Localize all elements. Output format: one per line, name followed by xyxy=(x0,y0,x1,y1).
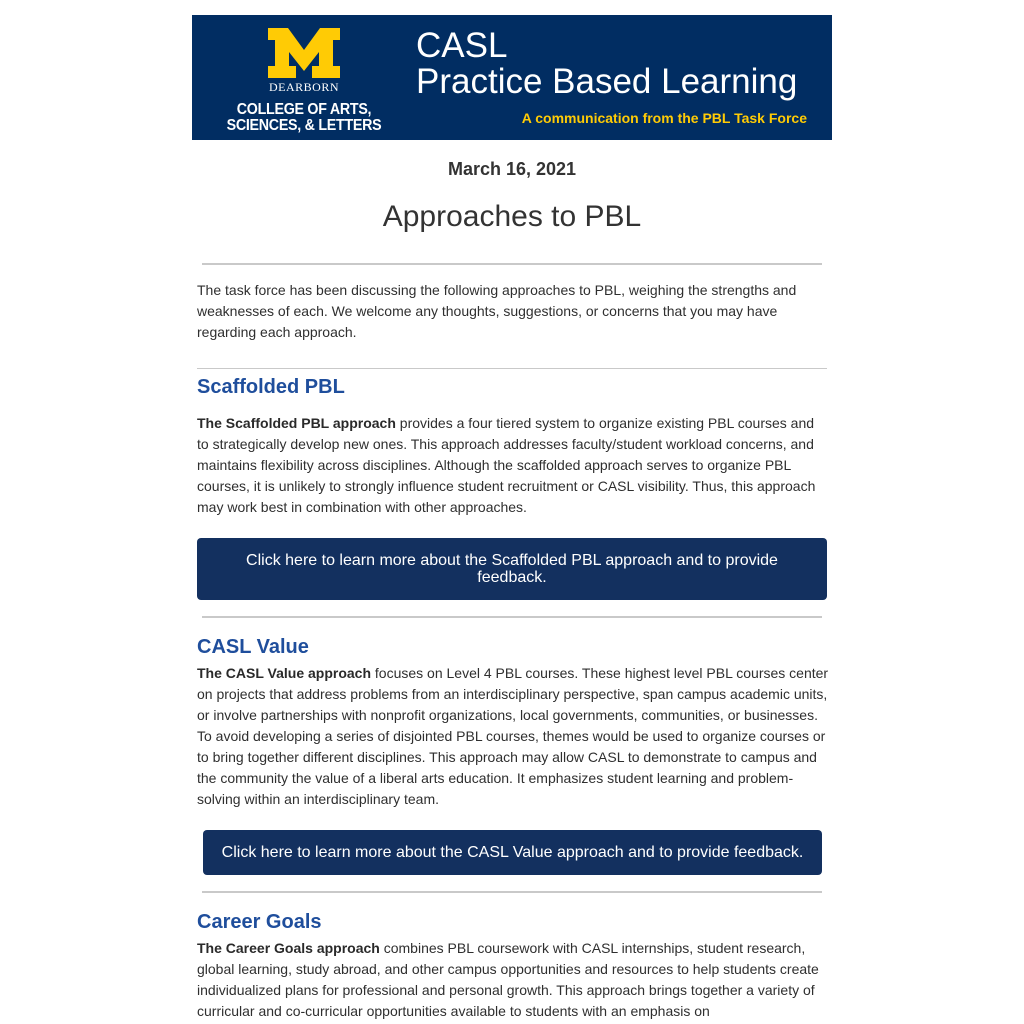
section-body-casl-value: focuses on Level 4 PBL courses. These highest level PBL courses center on projects that address problems from an interdisciplinary perspective, span campus academic units, or involve partnerships with nonprofit organizations, local governments, communities, or businesses. To avoid developing a series of disjointed PBL courses, themes would be used to organize courses or to bring together different disciplines. This approach may allow CASL to demonstrate to campus and the community the value of a liberal arts education. It emphasizes student learning and problem-solving within an interdisciplinary team. xyxy=(197,665,829,807)
section-text-casl-value xyxy=(197,663,829,810)
divider xyxy=(202,263,822,265)
section-text-career-goals xyxy=(197,938,829,1022)
university-logo xyxy=(214,27,394,134)
section-lead-casl-value: The CASL Value approach xyxy=(197,665,372,681)
section-body-career-goals: combines PBL coursework with CASL internships, student research, global learning, study abroad, and other campus opportunities and resources to help students create individualized plans for professional and personal growth. This approach brings together a variety of curricular and co-curricular opportunities available to students with an emphasis on xyxy=(197,940,819,1019)
logo-college-line-1: COLLEGE OF ARTS, xyxy=(236,101,372,118)
section-heading-casl-value: CASL Value xyxy=(197,636,309,658)
section-heading-career-goals: Career Goals xyxy=(197,911,322,933)
divider xyxy=(202,616,822,618)
logo-dearborn-text: DEARBORN xyxy=(268,80,339,94)
banner-title-line-2: Practice Based Learning xyxy=(416,62,798,101)
divider xyxy=(202,891,822,893)
section-heading-scaffolded: Scaffolded PBL xyxy=(197,376,345,398)
section-lead-scaffolded: The Scaffolded PBL approach xyxy=(197,415,396,431)
scaffolded-feedback-button[interactable]: Click here to learn more about the Scaffolded PBL approach and to provide feedback. xyxy=(197,538,827,600)
banner-subtitle: A communication from the PBL Task Force xyxy=(521,110,807,126)
logo-college-line-2: SCIENCES, & LETTERS xyxy=(226,117,382,134)
intro-paragraph: The task force has been discussing the following approaches to PBL, weighing the strengths and weaknesses of each. We welcome any thoughts, suggestions, or concerns that you may have regarding each approach. xyxy=(197,282,797,340)
banner-title-line-1: CASL xyxy=(416,26,508,65)
divider xyxy=(197,368,827,369)
newsletter-date: March 16, 2021 xyxy=(447,159,577,179)
casl-value-feedback-button[interactable]: Click here to learn more about the CASL Value approach and to provide feedback. xyxy=(203,830,822,875)
header-banner xyxy=(192,15,832,140)
section-text-scaffolded xyxy=(197,413,829,518)
section-body-scaffolded: provides a four tiered system to organize existing PBL courses and to strategically develop new ones. This approach addresses faculty/student workload concerns, and maintains flexibility across disciplines. Although the scaffolded approach serves to organize PBL courses, it is unlikely to strongly influence student recruitment or CASL visibility. Thus, this approach may work best in combination with other approaches. xyxy=(197,415,816,515)
logo-college-name xyxy=(221,102,387,134)
newsletter-content xyxy=(192,15,832,1019)
block-m-logo-icon xyxy=(267,27,341,79)
page-title: Approaches to PBL xyxy=(382,200,642,233)
section-lead-career-goals: The Career Goals approach xyxy=(197,940,380,956)
